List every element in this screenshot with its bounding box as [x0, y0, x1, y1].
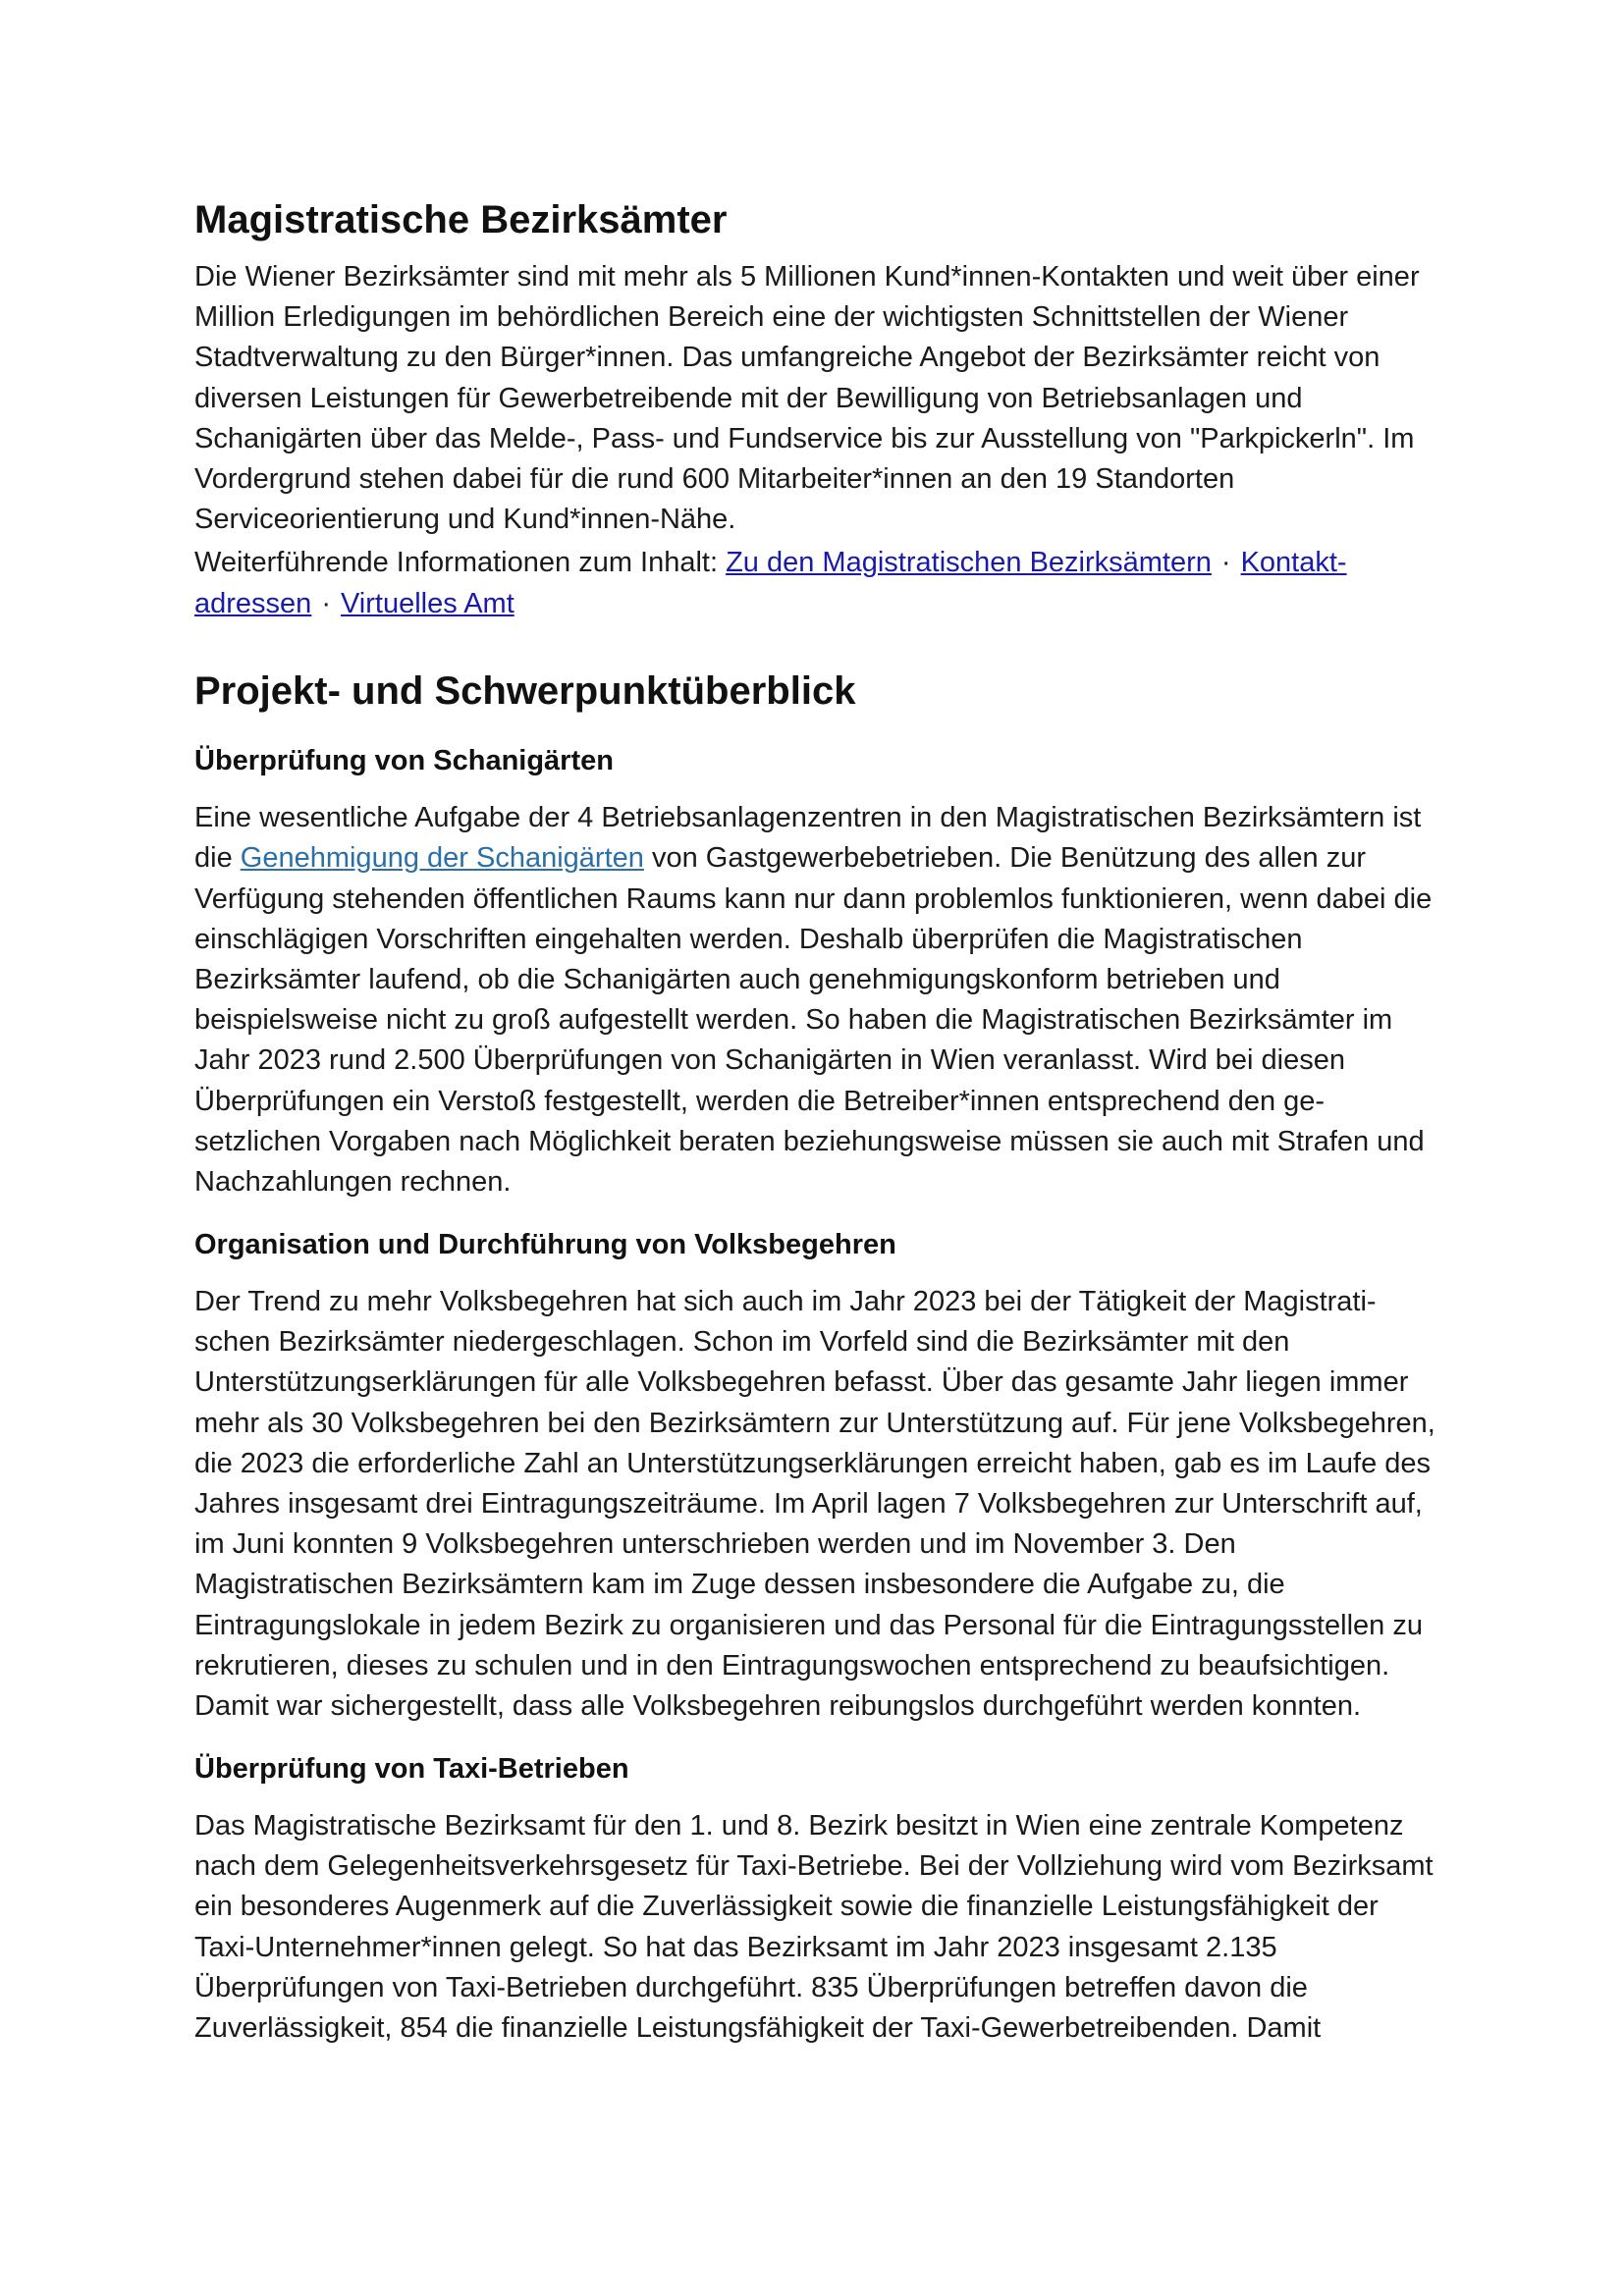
volksbegehren-paragraph: Der Trend zu mehr Volksbegehren hat sich auch im Jahr 2023 bei der Tätigkeit der Magistratischen Bezirksämter niedergeschlagen. Schon im Vorfeld sind die Bezirksämter mit den Unterstützungserklärungen für alle Volksbegehren befasst. Über das gesamte Jahr liegen immer mehr als 30 Volksbegehren bei den Bezirksämtern zur Unterstützung auf. Für jene Volksbegehren, die 2023 die erforderliche Zahl an Unterstützungserklärungen erreicht haben, gab es im Laufe des Jahres insgesamt drei Eintragungszeiträume. Im April lagen 7 Volksbegehren zur Unterschrift auf, im Juni konnten 9 Volksbegehren unterschrieben werden und im November 3. Den Magistratischen Bezirksämtern kam im Zuge dessen insbesondere die Aufgabe zu, die Eintragungslokale in jedem Bezirk zu organisieren und das Personal für die Eintragungsstellen zu rekrutieren, dieses zu schulen und in den Eintragungswochen entsprechend zu beaufsichtigen. Damit war sichergestellt, dass alle Volksbegehren reibungslos durchgeführt werden konnten.: [194, 1286, 1435, 1723]
schanigaerten-text-after: von Gastgewerbebetrieben. Die Benützung des allen zur Verfügung stehenden öffentlichen Raums kann nur dann problemlos funktionieren, wenn dabei die einschlägigen Vorschriften eingehalten werden. Deshalb überprüfen die Magistratischen Bezirksämter laufend, ob die Schanigärten auch genehmigungskonform betrieben und beispielsweise nicht zu groß aufgestellt werden. So haben die Magistratischen Bezirksämter im Jahr 2023 rund 2.500 Überprüfungen von Schanigärten in Wien veranlasst. Wird bei diesen Überprüfungen ein Verstoß festgestellt, werden die Betreiber*innen entsprechend den gesetzlichen Vorgaben nach Möglichkeit beraten beziehungsweise müssen sie auch mit Strafen und Nachzahlungen rechnen.: [194, 842, 1433, 1199]
section-title-projektueberblick: Projekt- und Schwerpunktüberblick: [194, 669, 856, 714]
link-genehmigung-schanigaerten[interactable]: Genehmigung der Schanigärten: [240, 842, 644, 875]
link-virtuelles-amt[interactable]: Virtuelles Amt: [340, 588, 514, 620]
subsection-title-volksbegehren: Organisation und Durchführung von Volksbegehren: [194, 1229, 896, 1261]
link-kontaktadressen[interactable]: Kontaktadressen: [194, 547, 1347, 620]
schanigaerten-paragraph: [194, 798, 1441, 1202]
link-zu-den-bezirksaemtern[interactable]: Zu den Magistratischen Bezirksämtern: [726, 547, 1212, 579]
link-separator: ·: [321, 588, 331, 620]
subsection-title-taxi: Überprüfung von Taxi-Betrieben: [194, 1753, 629, 1786]
subsection-volksbegehren: [194, 1228, 1441, 1727]
subsection-taxi: [194, 1752, 1441, 2049]
section-title-bezirksaemter: Magistratische Bezirksämter: [194, 198, 728, 241]
link-separator: ·: [1220, 547, 1231, 579]
schanigaerten-text-before: Eine wesentliche Aufgabe der 4 Betriebsanlagenzentren in den Magistratischen Bezirksämtern ist die: [194, 802, 1422, 875]
intro-paragraph: Die Wiener Bezirksämter sind mit mehr als 5 Millionen Kund*innen-Kontakten und weit über einer Million Erledigungen im behördlichen Bereich eine der wichtigsten Schnittstellen der Wiener Stadtverwaltung zu den Bürger*innen. Das umfangreiche Angebot der Bezirksämter reicht von diversen Leistungen für Gewerbetreibende mit der Bewilligung von Betriebsanlagen und Schanigärten über das Melde-, Pass- und Fundservice bis zur Ausstellung von "Parkpickerln". Im Vordergrund stehen dabei für die rund 600 Mitarbeiter*innen an den 19 Standorten Serviceorientierung und Kund*innen-Nähe.: [194, 261, 1420, 536]
taxi-paragraph: Das Magistratische Bezirksamt für den 1. und 8. Bezirk besitzt in Wien eine zentrale Kompetenz nach dem Gelegenheitsverkehrsgesetz für Taxi-Betriebe. Bei der Vollziehung wird vom Bezirksamt ein besonderes Augenmerk auf die Zuverlässigkeit sowie die finanzielle Leistungsfähigkeit der Taxi-Unternehmer*innen gelegt. So hat das Bezirksamt im Jahr 2023 insgesamt 2.135 Überprüfungen von Taxi-Betrieben durchgeführt. 835 Überprüfungen betreffen davon die Zuverlässigkeit, 854 die finanzielle Leistungsfähigkeit der Taxi-Gewerbetreibenden. Damit: [194, 1810, 1434, 2045]
subsection-title-schanigaerten: Überprüfung von Schanigärten: [194, 745, 614, 777]
document-page: [194, 196, 1441, 2074]
more-info-label: Weiterführende Informationen zum Inhalt:: [194, 547, 719, 579]
more-info-line: [194, 542, 1441, 624]
subsection-schanigaerten: [194, 744, 1441, 1202]
